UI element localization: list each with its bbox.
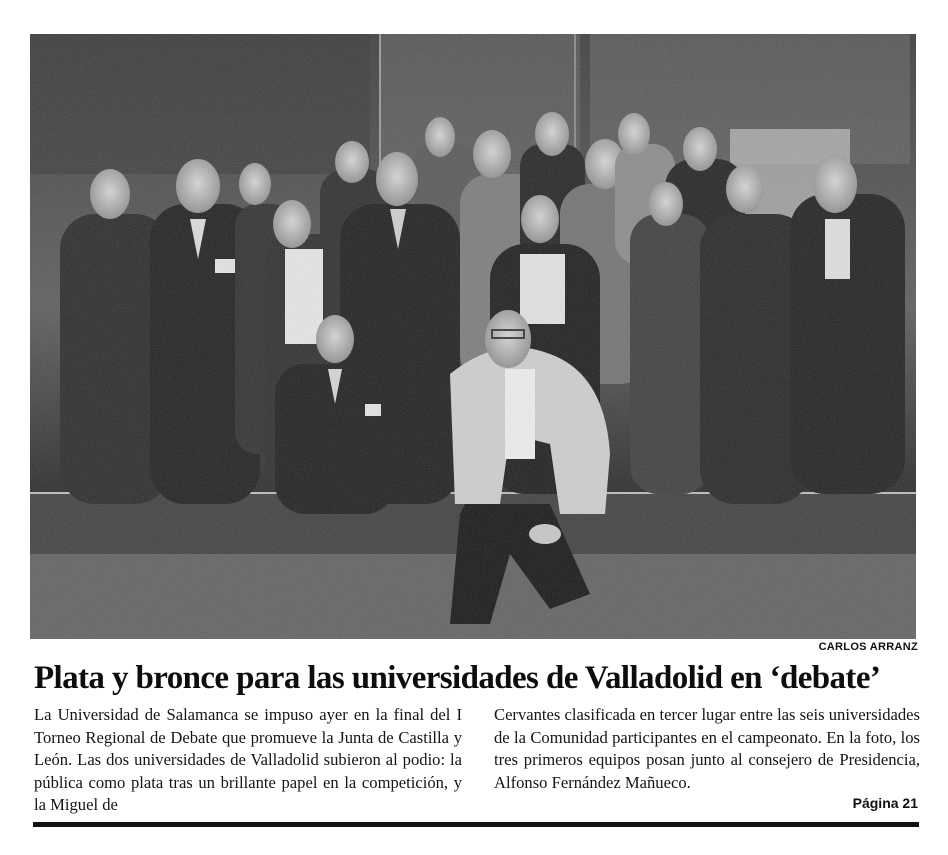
photo-credit: CARLOS ARRANZ bbox=[818, 641, 918, 653]
article-column-right: Cervantes clasificada en tercer lugar entre las seis universidades de la Comunidad participantes en el campeonato. En la foto, los tres primeros equipos posan junto al consejero de Presidencia, Alfonso Fernández Mañueco. bbox=[494, 705, 920, 792]
headline: Plata y bronce para las universidades de Valladolid en ‘debate’ bbox=[34, 660, 881, 696]
bottom-rule bbox=[33, 822, 919, 827]
article-column-left: La Universidad de Salamanca se impuso ayer en la final del I Torneo Regional de Debate que promueve la Junta de Castilla y León. Las dos universidades de Valladolid subieron al podio: la pública como plata tras un brillante papel en la competición, y la Miguel de bbox=[34, 705, 462, 814]
group-photo bbox=[30, 34, 916, 639]
page-reference[interactable]: Página 21 bbox=[852, 795, 918, 811]
